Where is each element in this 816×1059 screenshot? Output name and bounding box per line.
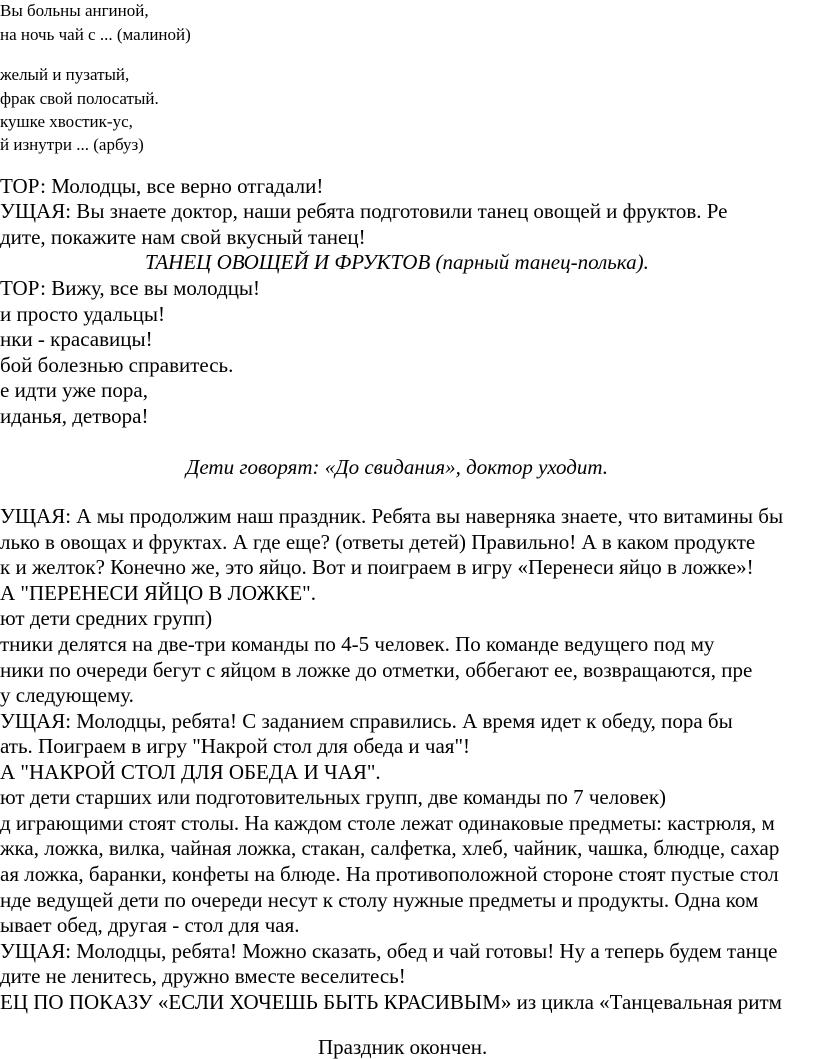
game-title: А "НАКРОЙ СТОЛ ДЛЯ ОБЕДА И ЧАЯ". <box>0 760 381 784</box>
poem-line: и просто удальцы! <box>0 302 165 326</box>
verse-line: желый и пузатый, <box>0 65 130 84</box>
dialogue-line: дите, покажите нам свой вкусный танец! <box>0 225 366 249</box>
text-line: УЩАЯ: Молодцы, ребята! С заданием справились. А время идет к обеду, пора бы <box>0 709 733 733</box>
text-line: д играющими стоят столы. На каждом столе лежат одинаковые предметы: кастрюля, м <box>0 811 775 835</box>
dance-title: ТАНЕЦ ОВОЩЕЙ И ФРУКТОВ (парный танец-полька). <box>145 250 649 274</box>
text-line: УЩАЯ: А мы продолжим наш праздник. Ребята вы наверняка знаете, что витамины бы <box>0 504 784 528</box>
dialogue-line: УЩАЯ: Вы знаете доктор, наши ребята подготовили танец овощей и фруктов. Ре <box>0 199 728 223</box>
text-line: УЩАЯ: Молодцы, ребята! Можно сказать, обед и чай готовы! Ну а теперь будем танце <box>0 939 778 963</box>
verse-line: Вы больны ангиной, <box>0 1 149 20</box>
poem-line: бой болезнью справитесь. <box>0 353 234 377</box>
poem-line: е идти уже пора, <box>0 378 148 402</box>
text-line: тники делятся на две-три команды по 4-5 человек. По команде ведущего под му <box>0 632 715 656</box>
game-title: А "ПЕРЕНЕСИ ЯЙЦО В ЛОЖКЕ". <box>0 581 316 605</box>
text-line: ывает обед, другая - стол для чая. <box>0 913 300 937</box>
verse-line: кушке хвостик-ус, <box>0 112 133 131</box>
text-line: лько в овощах и фруктах. А где еще? (ответы детей) Правильно! А в каком продукте <box>0 530 756 554</box>
poem-line: иданья, детвора! <box>0 404 149 428</box>
text-line: ют дети старших или подготовительных групп, две команды по 7 человек) <box>0 785 667 809</box>
text-line: к и желток? Конечно же, это яйцо. Вот и поиграем в игру «Перенеси яйцо в ложке»! <box>0 555 754 579</box>
text-line: жка, ложка, вилка, чайная ложка, стакан, салфетка, хлеб, чайник, чашка, блюдце, сахар <box>0 836 780 860</box>
verse-line: й изнутри ... (арбуз) <box>0 135 144 154</box>
verse-line: фрак свой полосатый. <box>0 89 159 108</box>
verse-line: на ночь чай с ... (малиной) <box>0 25 191 44</box>
dialogue-line: ТОР: Молодцы, все верно отгадали! <box>0 174 324 198</box>
stage-direction: Дети говорят: «До свидания», доктор уходит. <box>186 455 609 479</box>
text-line: дите не ленитесь, дружно вместе веселитесь! <box>0 964 406 988</box>
text-line: ЕЦ ПО ПОКАЗУ «ЕСЛИ ХОЧЕШЬ БЫТЬ КРАСИВЫМ» из цикла «Танцевальная ритм <box>0 990 782 1014</box>
poem-line: ТОР: Вижу, все вы молодцы! <box>0 276 261 300</box>
text-line: ать. Поиграем в игру "Накрой стол для обеда и чая"! <box>0 734 471 758</box>
text-line: ют дети средних групп) <box>0 606 213 630</box>
text-line: у следующему. <box>0 683 134 707</box>
poem-line: нки - красавицы! <box>0 327 153 351</box>
text-line: нде ведущей дети по очереди несут к столу нужные предметы и продукты. Одна ком <box>0 888 759 912</box>
text-line: ники по очереди бегут с яйцом в ложке до отметки, оббегают ее, возвращаются, пре <box>0 658 753 682</box>
text-line: ая ложка, баранки, конфеты на блюде. На противоположной стороне стоят пустые стол <box>0 862 779 886</box>
ending-line: Праздник окончен. <box>318 1035 488 1059</box>
